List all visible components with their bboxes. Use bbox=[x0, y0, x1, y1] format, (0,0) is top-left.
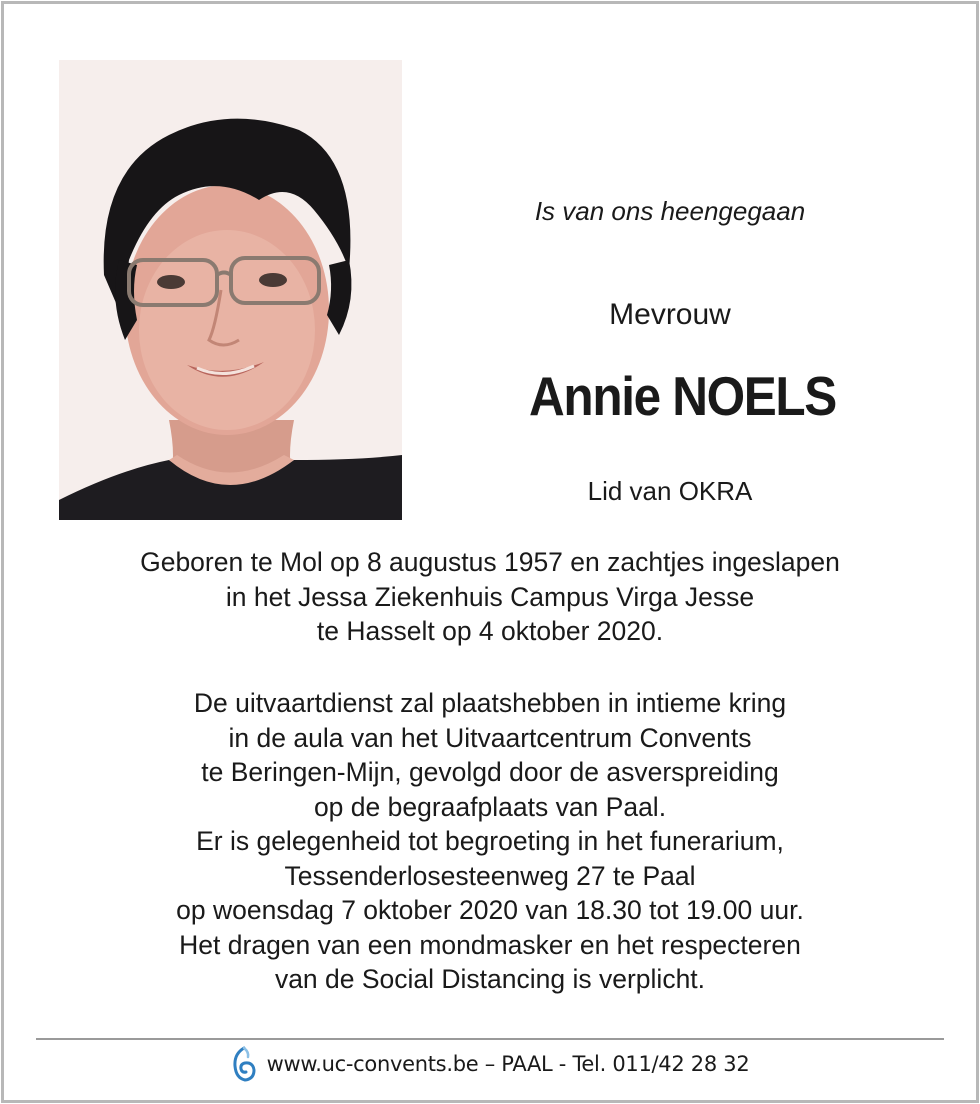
portrait-illustration bbox=[59, 60, 402, 520]
paragraph-line: in het Jessa Ziekenhuis Campus Virga Jesse bbox=[225, 581, 755, 612]
paragraph-line: te Hasselt op 4 oktober 2020. bbox=[316, 616, 664, 646]
paragraph-line: Er is gelegenheid tot begroeting in het funerarium, bbox=[196, 826, 784, 856]
paragraph-line: op woensdag 7 oktober 2020 van 18.30 tot 19.00 uur. bbox=[176, 895, 804, 925]
paragraph-line: Geboren te Mol op 8 augustus 1957 en zachtjes ingeslapen bbox=[140, 547, 840, 577]
portrait-photo bbox=[59, 60, 402, 520]
paragraph-line: op de begraafplaats van Paal. bbox=[313, 791, 667, 822]
paragraph-line: Tessenderlosesteenweg 27 te Paal bbox=[284, 860, 696, 891]
paragraph-line: De uitvaartdienst zal plaatshebben in intieme kring bbox=[193, 688, 787, 718]
footer-divider bbox=[36, 1038, 944, 1040]
ceremony-paragraph bbox=[40, 686, 940, 997]
footer bbox=[0, 1044, 980, 1084]
deceased-name: Annie NOELS bbox=[529, 365, 836, 427]
paragraph-line: in de aula van het Uitvaartcentrum Convents bbox=[228, 722, 752, 753]
paragraph-line: Het dragen van een mondmasker en het respecteren bbox=[179, 929, 801, 960]
membership-text: Lid van OKRA bbox=[587, 476, 753, 506]
paragraph-line: van de Social Distancing is verplicht. bbox=[274, 964, 706, 994]
birth-death-paragraph bbox=[40, 545, 940, 649]
uc-convents-logo-icon bbox=[231, 1046, 257, 1082]
honorific: Mevrouw bbox=[609, 298, 731, 331]
paragraph-line: te Beringen-Mijn, gevolgd door de asverspreiding bbox=[201, 757, 779, 787]
footer-contact: www.uc-convents.be – PAAL - Tel. 011/42 28 32 bbox=[266, 1052, 750, 1076]
intro-text: Is van ons heengegaan bbox=[534, 196, 806, 226]
